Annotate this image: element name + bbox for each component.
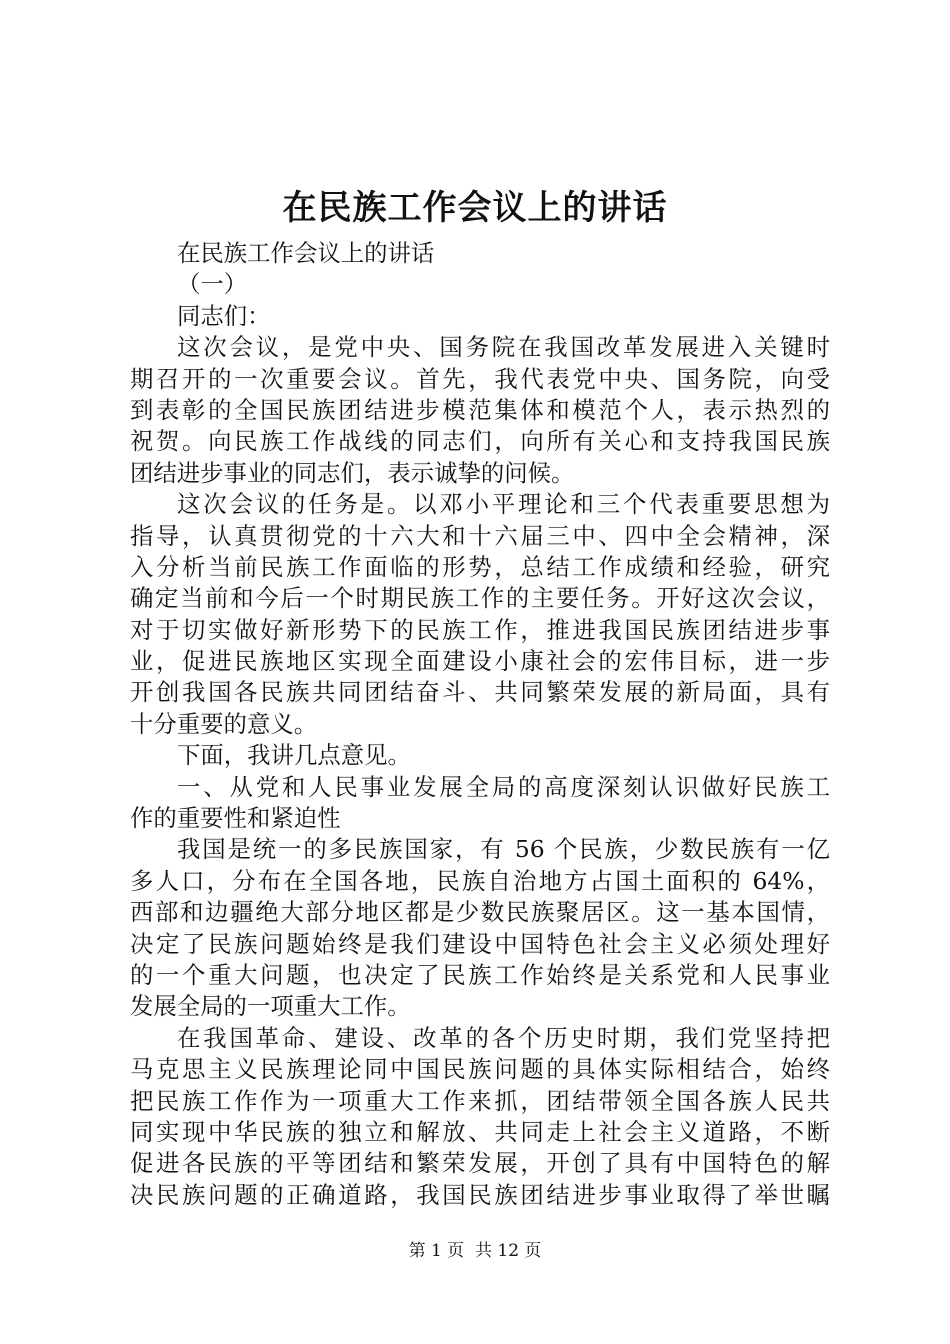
text-line: 下面，我讲几点意见。: [177, 741, 411, 770]
text-line: 指导，认真贯彻党的十六大和十六届三中、四中全会精神，深: [130, 521, 830, 550]
text-line: 这次会议的任务是。以邓小平理论和三个代表重要思想为: [177, 490, 830, 519]
text-line: 决定了民族问题始终是我们建设中国特色社会主义必须处理好: [130, 929, 830, 958]
text-line: 同志们：: [177, 301, 271, 330]
text-line: 同实现中华民族的独立和解放、共同走上社会主义道路，不断: [130, 1117, 830, 1146]
text-line: 业，促进民族地区实现全面建设小康社会的宏伟目标，进一步: [130, 647, 830, 676]
text-line: 到表彰的全国民族团结进步模范集体和模范个人，表示热烈的: [130, 395, 830, 424]
text-line: 一、从党和人民事业发展全局的高度深刻认识做好民族工: [177, 772, 830, 801]
text-line: 把民族工作作为一项重大工作来抓，团结带领全国各族人民共: [130, 1086, 830, 1115]
page-number: 第 1 页 共 12 页: [408, 1241, 542, 1261]
text-line: 开创我国各民族共同团结奋斗、共同繁荣发展的新局面，具有: [130, 678, 830, 707]
text-line: （一）: [177, 270, 248, 299]
text-line: 作的重要性和紧迫性: [130, 804, 341, 833]
document-body: [130, 238, 830, 1211]
text-line: 我国是统一的多民族国家，有 56 个民族，少数民族有一亿: [177, 835, 830, 864]
text-line: 决民族问题的正确道路，我国民族团结进步事业取得了举世瞩: [130, 1180, 830, 1209]
page-footer: [0, 1239, 950, 1263]
text-line: 多人口，分布在全国各地，民族自治地方占国土面积的 64%，: [130, 866, 830, 895]
text-line: 促进各民族的平等团结和繁荣发展，开创了具有中国特色的解: [130, 1149, 830, 1178]
text-line: 祝贺。向民族工作战线的同志们，向所有关心和支持我国民族: [130, 427, 830, 456]
text-line: 马克思主义民族理论同中国民族问题的具体实际相结合，始终: [130, 1055, 830, 1084]
text-line: 入分析当前民族工作面临的形势，总结工作成绩和经验，研究: [130, 552, 830, 581]
text-line: 在我国革命、建设、改革的各个历史时期，我们党坚持把: [177, 1023, 830, 1052]
text-line: 在民族工作会议上的讲话: [177, 239, 435, 267]
text-line: 西部和边疆绝大部分地区都是少数民族聚居区。这一基本国情，: [130, 898, 830, 927]
text-line: 这次会议，是党中央、国务院在我国改革发展进入关键时: [177, 333, 830, 362]
text-line: 团结进步事业的同志们，表示诚挚的问候。: [130, 458, 575, 487]
text-line: 十分重要的意义。: [130, 709, 318, 738]
text-line: 对于切实做好新形势下的民族工作，推进我国民族团结进步事: [130, 615, 830, 644]
text-line: 确定当前和今后一个时期民族工作的主要任务。开好这次会议，: [130, 584, 830, 613]
text-line: 发展全局的一项重大工作。: [130, 992, 411, 1021]
document-title: 在民族工作会议上的讲话: [282, 188, 668, 228]
text-line: 期召开的一次重要会议。首先，我代表党中央、国务院，向受: [130, 364, 830, 393]
text-line: 的一个重大问题，也决定了民族工作始终是关系党和人民事业: [130, 960, 830, 989]
